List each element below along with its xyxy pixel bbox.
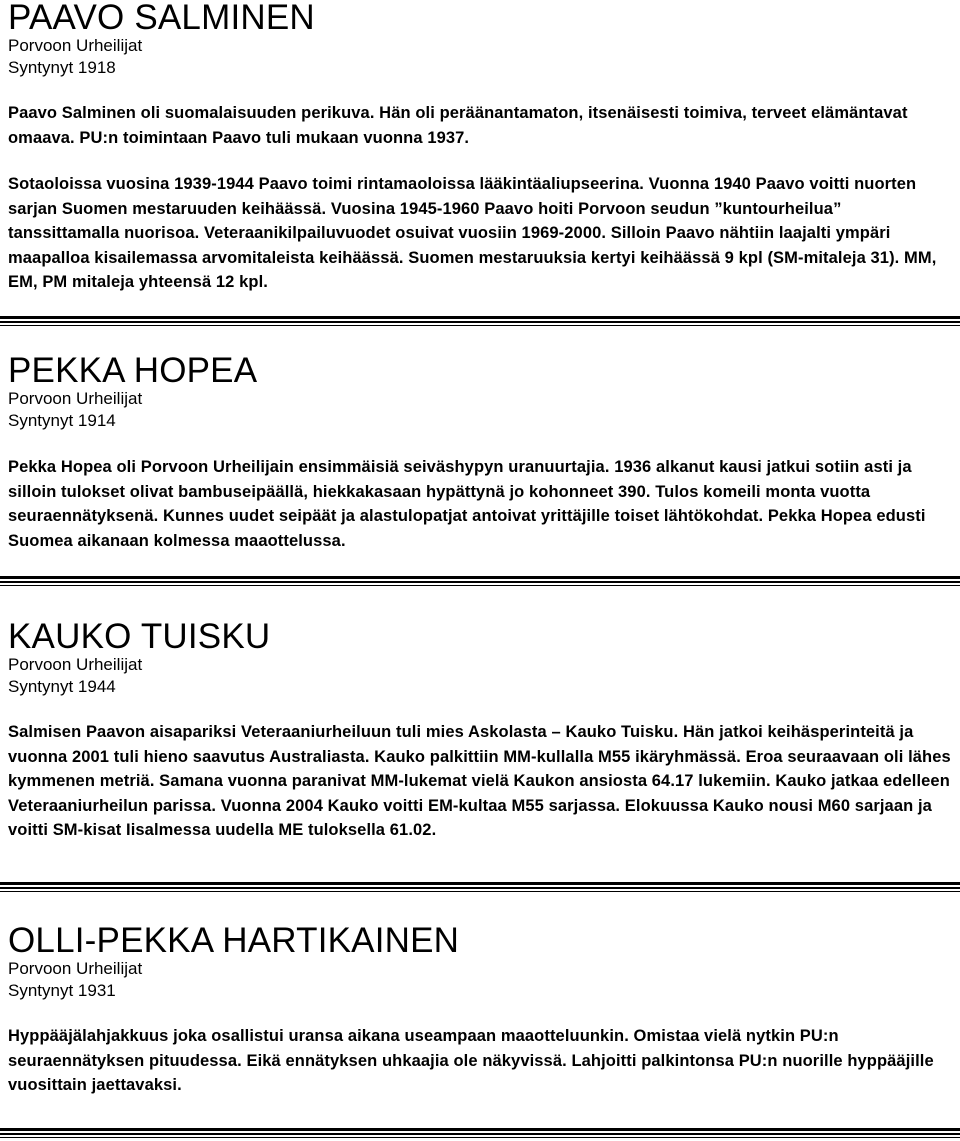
- athlete-bio-paragraph: Sotaoloissa vuosina 1939-1944 Paavo toimi rintamaoloissa lääkintäaliupseerina. Vuonna 1940 Paavo voitti nuorten sarjan Suomen mestaruuden keihäässä. Vuosina 1945-1960 Paavo hoiti Porvoon seudun ”kuntourheilua” tanssittamalla nuorisoa. Veteraanikilpailuvuodet osuivat vuosiin 1969-2000. Silloin Paavo nähtiin laajalti ympäri maapalloa kisailemassa arvomitaleista keihäässä. Suomen mestaruuksia kertyi keihäässä 9 kpl (SM-mitaleja 31). MM, EM, PM mitaleja yhteensä 12 kpl.: [8, 175, 937, 291]
- athlete-birth-year: Syntynyt 1944: [8, 677, 116, 696]
- athlete-name: PEKKA HOPEA: [8, 351, 258, 390]
- athlete-birth-year: Syntynyt 1931: [8, 981, 116, 1000]
- athlete-name: KAUKO TUISKU: [8, 617, 271, 656]
- section-divider: [0, 576, 960, 589]
- athlete-club: Porvoon Urheilijat: [8, 389, 143, 408]
- athlete-section-paavo-salminen: [8, 0, 952, 295]
- section-divider: [0, 1128, 960, 1141]
- athlete-birth-year: Syntynyt 1918: [8, 58, 116, 77]
- athlete-club: Porvoon Urheilijat: [8, 655, 143, 674]
- athlete-section-olli-pekka-hartikainen: [8, 923, 952, 1098]
- section-divider: [0, 882, 960, 895]
- athlete-club: Porvoon Urheilijat: [8, 959, 143, 978]
- athlete-section-pekka-hopea: [8, 353, 952, 553]
- athlete-bio-paragraph: Paavo Salminen oli suomalaisuuden perikuva. Hän oli peräänantamaton, itsenäisesti toimiva, terveet elämäntavat omaava. PU:n toimintaan Paavo tuli mukaan vuonna 1937.: [8, 104, 908, 147]
- athlete-birth-year: Syntynyt 1914: [8, 411, 116, 430]
- athlete-section-kauko-tuisku: [8, 619, 952, 843]
- athlete-club: Porvoon Urheilijat: [8, 36, 143, 55]
- athlete-bio-paragraph: Salmisen Paavon aisapariksi Veteraaniurheiluun tuli mies Askolasta – Kauko Tuisku. Hän jatkoi keihäsperinteitä ja vuonna 2001 tuli hieno saavutus Australiasta. Kauko palkittiin MM-kullalla M55 ikäryhmässä. Eroa seuraavaan oli lähes kymmenen metriä. Samana vuonna paranivat MM-lukemat vielä Kaukon ansiosta 64.17 lukemiin. Kauko jatkaa edelleen Veteraaniurheilun parissa. Vuonna 2004 Kauko voitti EM-kultaa M55 sarjassa. Elokuussa Kauko nousi M60 sarjaan ja voitti SM-kisat Iisalmessa uudella ME tuloksella 61.02.: [8, 723, 951, 839]
- athlete-bio-paragraph: Hyppääjälahjakkuus joka osallistui uransa aikana useampaan maaotteluunkin. Omistaa vielä nytkin PU:n seuraennätyksen pituudessa. Eikä ennätyksen uhkaajia ole näkyvissä. Lahjoitti palkintonsa PU:n nuorille hyppääjille vuosittain jaettavaksi.: [8, 1027, 934, 1094]
- athlete-bio-paragraph: Pekka Hopea oli Porvoon Urheilijain ensimmäisiä seiväshypyn uranuurtajia. 1936 alkanut kausi jatkui sotiin asti ja silloin tulokset olivat bambuseipäällä, hiekkakasaan hypättynä jo kohonneet 390. Tulos komeili monta vuotta seuraennätyksenä. Kunnes uudet seipäät ja alastulopatjat antoivat yrittäjille toiset lähtökohdat. Pekka Hopea edusti Suomea aikanaan kolmessa maaottelussa.: [8, 458, 926, 550]
- athlete-name: PAAVO SALMINEN: [8, 0, 315, 37]
- section-divider: [0, 316, 960, 329]
- athlete-name: OLLI-PEKKA HARTIKAINEN: [8, 921, 460, 960]
